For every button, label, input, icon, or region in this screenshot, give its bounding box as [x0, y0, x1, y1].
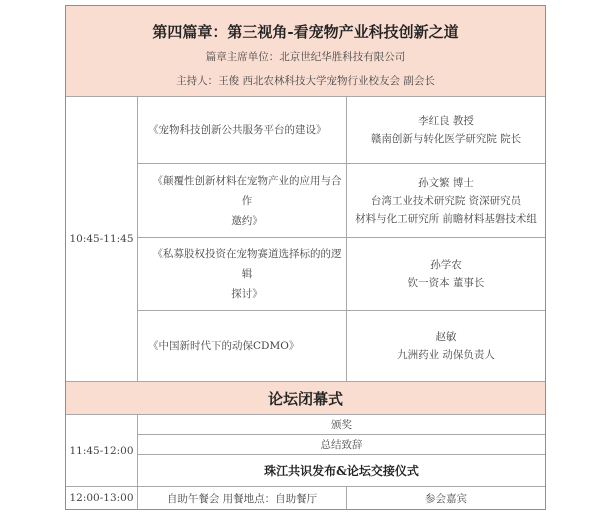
closing-item-consensus: 珠江共识发布&论坛交接仪式: [264, 464, 419, 478]
agenda-table: [65, 5, 546, 510]
closing-time: 11:45-12:00: [69, 444, 134, 457]
session-time: 10:45-11:45: [69, 233, 134, 245]
lunch-time: 12:00-13:00: [69, 492, 134, 504]
talk-title-1: 《宠物科技创新公共服务平台的建设》: [148, 124, 327, 136]
speaker-org-1: 赣南创新与转化医学研究院 院长: [370, 133, 522, 145]
talk-row-1: [138, 97, 346, 163]
speaker-org-2: 台湾工业技术研究院 资深研究员: [370, 194, 522, 207]
speaker-name-1: 李红良 教授: [418, 115, 474, 127]
speaker-org-3: 钦一资本 董事长: [407, 277, 485, 289]
talk-row-3: [138, 238, 346, 310]
speaker-3: [347, 238, 545, 310]
speaker-4: [347, 311, 545, 381]
closing-title: 论坛闭幕式: [66, 382, 545, 414]
speaker-org-4: 九洲药业 动保负责人: [397, 349, 495, 361]
lunch-activity: 自助午餐会 用餐地点：自助餐厅: [166, 492, 318, 505]
lunch-attendees: 参会嘉宾: [425, 492, 467, 505]
chapter-header: [66, 6, 545, 96]
speaker-name-2: 孙文繁 博士: [418, 176, 474, 189]
host: 主持人：王俊 西北农林科技大学宠物行业校友会 副会长: [176, 74, 435, 87]
talk-title-3: 《私募股权投资在宠物赛道选择标的的逻辑 探讨》: [152, 248, 342, 300]
talk-title-2: 《颠覆性创新材料在宠物产业的应用与合作 邀约》: [152, 174, 342, 227]
chapter-title: 第四篇章：第三视角-看宠物产业科技创新之道: [152, 22, 459, 41]
talk-title-4: 《中国新时代下的动保CDMO》: [148, 340, 300, 352]
speaker-name-4: 赵敏: [435, 331, 457, 343]
closing-item-award: 颁奖: [331, 419, 352, 431]
speaker-dept-2: 材料与化工研究所 前瞻材料基磐技术组: [355, 212, 537, 225]
talk-row-4: [138, 311, 346, 381]
speaker-1: [347, 97, 545, 163]
speaker-2: [347, 164, 545, 237]
host-unit: 篇章主席单位：北京世纪华胜科技有限公司: [205, 50, 406, 63]
speaker-name-3: 孙学农: [430, 259, 462, 271]
talk-row-2: [138, 164, 346, 237]
closing-item-summary: 总结致辞: [320, 439, 363, 451]
